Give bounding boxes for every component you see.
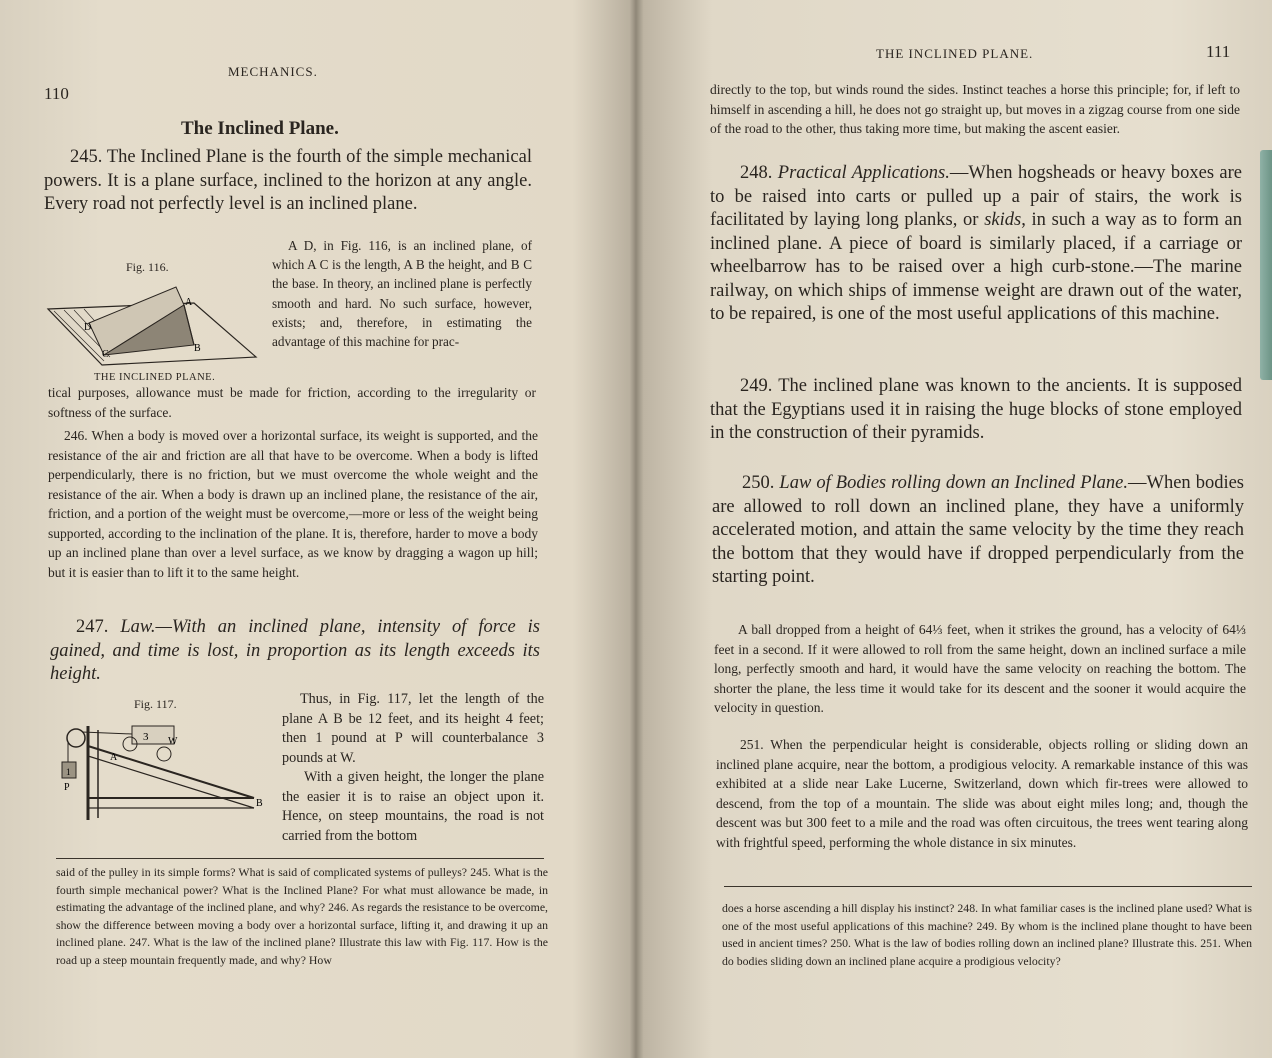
fig117-weight-number: 3 bbox=[143, 731, 149, 743]
fig116-point-c: C bbox=[102, 349, 109, 360]
section-title: The Inclined Plane. bbox=[181, 118, 339, 139]
fig117-point-w: W bbox=[168, 736, 178, 747]
paragraph-250-title: Law of Bodies rolling down an Inclined Plane. bbox=[779, 473, 1128, 493]
fig117-point-a: A bbox=[110, 752, 118, 763]
fig116-point-b: B bbox=[194, 343, 201, 354]
paragraph-247 bbox=[50, 616, 540, 687]
paragraph-245-cont: tical purposes, allowance must be made for friction, according to the irregularity or softness of the surface. bbox=[48, 385, 536, 420]
running-head: THE INCLINED PLANE. bbox=[876, 46, 1034, 61]
fig117-label: Fig. 117. bbox=[134, 697, 177, 711]
fig116-point-a: A bbox=[185, 297, 193, 308]
paragraph-246: 246. When a body is moved over a horizontal surface, its weight is supported, and the resistance of the air and friction are all that have to be overcome. When a body is lifted perpendicularly, there is no friction, but we must overcome the whole weight and the resistance of the air. When a body is drawn up an inclined plane, the resistance of the air, friction, and a portion of the weight must be overcome,—more or less of the weight being supported, according to the inclination of the plane. It is, therefore, harder to move a body up an inclined plane than over a level surface, as we know by dragging a wagon up hill; but it is easier than to lift it to the same height. bbox=[48, 428, 538, 580]
paragraph-249: 249. The inclined plane was known to the ancients. It is supposed that the Egyptians used it in raising the huge blocks of stone employed in the construction of their pyramids. bbox=[710, 376, 1242, 443]
left-page bbox=[0, 0, 625, 1058]
paragraph-245: 245. The Inclined Plane is the fourth of the simple mechanical powers. It is a plane surface, inclined to the horizon at any angle. Every road not perfectly level is an inclined plane. bbox=[44, 147, 532, 214]
paragraph-247-side-2: With a given height, the longer the plane the easier it is to raise an object upon it. Hence, on steep mountains, the road is not carried from the bottom bbox=[282, 769, 544, 844]
page-edge-tab bbox=[1260, 150, 1272, 380]
fig116-label: Fig. 116. bbox=[126, 260, 169, 274]
fig117-point-p: P bbox=[64, 782, 70, 793]
paragraph-245-side: A D, in Fig. 116, is an inclined plane, of which A C is the length, A B the height, and B C the base. In theory, an inclined plane is perfectly smooth and hard. No such surface, however, exists; and, therefore, in estimating the advantage of this machine for prac- bbox=[272, 238, 532, 350]
footnote-rule bbox=[56, 858, 544, 859]
fig117-power-number: 1 bbox=[66, 767, 71, 777]
paragraph-248-number: 248. bbox=[740, 163, 773, 183]
paragraph-250-text: —When bodies are allowed to roll down an inclined plane, they have a uniformly accelerated motion, and attain the same velocity by the time they reach the bottom that they would have if dropped perpendicularly from the starting point. bbox=[712, 473, 1244, 587]
fig116-illustration bbox=[44, 275, 270, 373]
fig117-illustration bbox=[52, 712, 272, 830]
paragraph-248-text-a: —When hogsheads or heavy boxes are to be raised into carts or pulled up a pair of stairs, the work is facilitated by laying long planks, or bbox=[710, 163, 1243, 230]
fig116-point-d: D bbox=[84, 322, 92, 333]
review-questions: does a horse ascending a hill display his instinct? 248. In what familiar cases is the inclined plane used? What is one of the most useful applications of this machine? 249. By whom is the inclined plane thought to have been used in ancient times? 250. What is the law of bodies rolling down an inclined plane? Illustrate this. 251. When do bodies sliding down an inclined plane acquire a prodigious velocity? bbox=[722, 901, 1252, 968]
paragraph-250-note: A ball dropped from a height of 64⅓ feet, when it strikes the ground, has a velocity of 64⅓ feet in a second. If it were allowed to roll from the same height, down an inclined surface a mile long, perfectly smooth and hard, it would have the same velocity on reaching the bottom. The shorter the plane, the less time it would take for its descent and the sooner it would acquire the velocity in question. bbox=[714, 622, 1246, 715]
running-head: MECHANICS. bbox=[228, 64, 318, 79]
paragraph-250-number: 250. bbox=[742, 473, 775, 493]
review-questions: said of the pulley in its simple forms? What is said of complicated systems of pulleys? 245. What is the fourth simple mechanical power? What is the Inclined Plane? For what must allowance be made, in estimating the advantage of the inclined plane, and why? 246. As regards the resistance to be overcome, show the difference between moving a body over a horizontal surface, lifting it, and drawing it up an inclined plane. 247. What is the law of the inclined plane? Illustrate this law with Fig. 117. How is the road up a steep mountain frequently made, and why? How bbox=[56, 865, 548, 967]
footnote-rule bbox=[724, 886, 1252, 887]
fig116-caption: THE INCLINED PLANE. bbox=[94, 372, 216, 383]
paragraph-248-skids: skids bbox=[984, 210, 1022, 230]
paragraph-247-number: 247. bbox=[76, 617, 109, 637]
page-number: 110 bbox=[44, 84, 69, 103]
paragraph-248-title: Practical Applications. bbox=[777, 163, 950, 183]
paragraph-247-side: Thus, in Fig. 117, let the length of the plane A B be 12 feet, and its height 4 feet; then 1 pound at P will counterbalance 3 pounds at W. bbox=[282, 691, 544, 766]
paragraph-248 bbox=[710, 162, 1242, 327]
paragraph-247-law: Law.—With an inclined plane, intensity of force is gained, and time is lost, in proportion as its length exceeds its height. bbox=[50, 617, 540, 684]
paragraph-250 bbox=[712, 472, 1244, 590]
paragraph-248-text-b: , in such a way as to form an inclined plane. A piece of board is similarly placed, if a carriage or wheelbarrow has to be raised over a high curb-stone.—The marine railway, on which ships of immense weight are drawn out of the water, to be repaired, is one of the most useful applications of this machine. bbox=[710, 210, 1243, 324]
paragraph-251: 251. When the perpendicular height is considerable, objects rolling or sliding down an inclined plane acquire, near the bottom, a prodigious velocity. A remarkable instance of this was exhibited at a slide near Lake Lucerne, Switzerland, down which fir-trees were allowed to descend, from the top of a mountain. The slide was about eight miles long; and, though the descent was but 300 feet to a mile and the road was often circuitous, the trees went tearing along with frightful speed, performing the whole distance in six minutes. bbox=[716, 737, 1248, 850]
paragraph-continued: directly to the top, but winds round the sides. Instinct teaches a horse this principle; for, if left to himself in ascending a hill, he does not go straight up, but moves in a zigzag course from one side of the road to the other, thus taking more time, but making the ascent easier. bbox=[710, 82, 1240, 136]
fig117-point-b: B bbox=[256, 798, 263, 809]
page-number: 111 bbox=[1206, 42, 1231, 61]
right-page bbox=[632, 0, 1272, 1058]
